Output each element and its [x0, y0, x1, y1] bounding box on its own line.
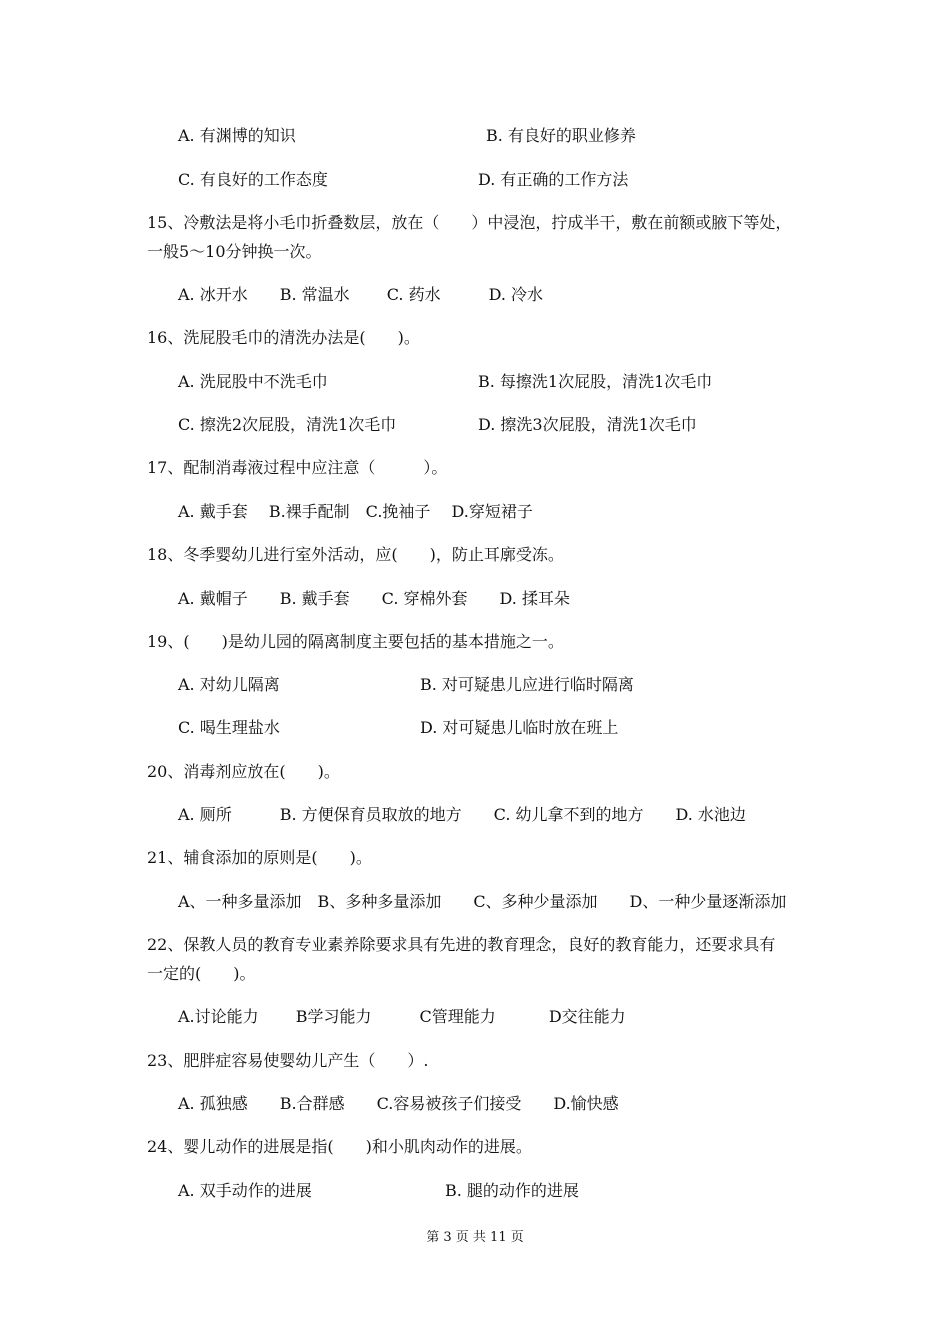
q21-stem: 21、辅食添加的原则是( )。 [147, 848, 372, 867]
q15-options: A. 冰开水 B. 常温水 C. 药水 D. 冷水 [178, 285, 544, 304]
q19-option-a: A. 对幼儿隔离 [178, 675, 280, 694]
q19-option-c: C. 喝生理盐水 [178, 718, 280, 737]
q18-stem: 18、冬季婴幼儿进行室外活动，应( )，防止耳廓受冻。 [147, 545, 564, 564]
q20-stem: 20、消毒剂应放在( )。 [147, 762, 340, 781]
q24-stem: 24、婴儿动作的进展是指( )和小肌肉动作的进展。 [147, 1137, 532, 1156]
q24-option-a: A. 双手动作的进展 [178, 1181, 312, 1200]
q16-option-a: A. 洗屁股中不洗毛巾 [178, 372, 328, 391]
q15-stem-line2: 一般5～10分钟换一次。 [147, 242, 322, 261]
q19-option-d: D. 对可疑患儿临时放在班上 [420, 718, 619, 737]
q24-option-b: B. 腿的动作的进展 [445, 1181, 579, 1200]
q22-stem-line2: 一定的( )。 [147, 964, 256, 983]
q19-stem: 19、( )是幼儿园的隔离制度主要包括的基本措施之一。 [147, 632, 564, 651]
page-number-footer: 第 3 页 共 11 页 [426, 1230, 524, 1245]
q20-options: A. 厕所 B. 方便保育员取放的地方 C. 幼儿拿不到的地方 D. 水池边 [178, 805, 746, 824]
q14-option-b: B. 有良好的职业修养 [486, 126, 636, 145]
q16-option-b: B. 每擦洗1次屁股，清洗1次毛巾 [478, 372, 713, 391]
q22-stem-line1: 22、保教人员的教育专业素养除要求具有先进的教育理念，良好的教育能力，还要求具有 [147, 935, 776, 954]
q14-option-d: D. 有正确的工作方法 [478, 170, 629, 189]
q16-stem: 16、洗屁股毛巾的清洗办法是( )。 [147, 328, 420, 347]
q14-option-c: C. 有良好的工作态度 [178, 170, 328, 189]
q14-option-a: A. 有渊博的知识 [178, 126, 296, 145]
q16-option-c: C. 擦洗2次屁股，清洗1次毛巾 [178, 415, 397, 434]
q19-option-b: B. 对可疑患儿应进行临时隔离 [420, 675, 634, 694]
q17-stem: 17、配制消毒液过程中应注意（ ）。 [147, 458, 448, 477]
q15-stem-line1: 15、冷敷法是将小毛巾折叠数层，放在（ ）中浸泡，拧成半干，敷在前额或腋下等处， [147, 213, 792, 232]
q21-options: A、一种多量添加 B、多种多量添加 C、多种少量添加 D、一种少量逐渐添加 [178, 892, 787, 911]
q17-options: A. 戴手套 B.裸手配制 C.挽袖子 D.穿短裙子 [178, 502, 533, 521]
q16-option-d: D. 擦洗3次屁股，清洗1次毛巾 [478, 415, 697, 434]
q23-options: A. 孤独感 B.合群感 C.容易被孩子们接受 D.愉快感 [178, 1094, 619, 1113]
q23-stem: 23、肥胖症容易使婴幼儿产生（ ）. [147, 1051, 429, 1070]
q18-options: A. 戴帽子 B. 戴手套 C. 穿棉外套 D. 揉耳朵 [178, 589, 570, 608]
q22-options: A.讨论能力 B学习能力 C管理能力 D交往能力 [178, 1007, 626, 1026]
